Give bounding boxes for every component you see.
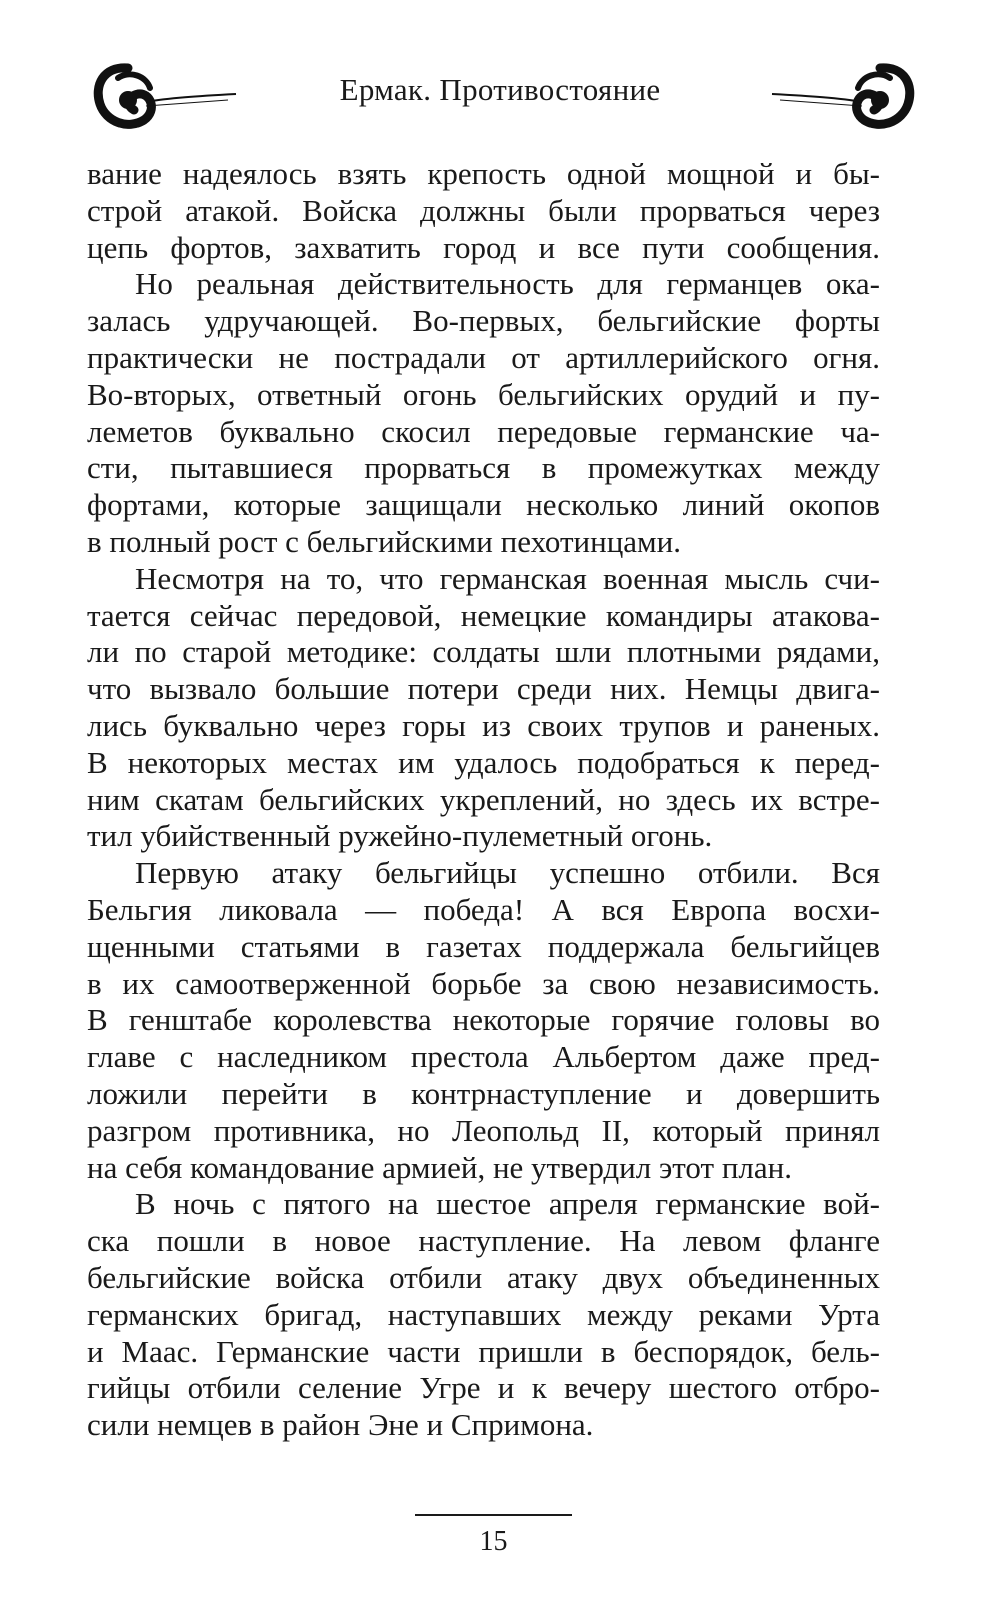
text-line: строй атакой. Войска должны были прорваться через [87,192,880,228]
text-line: главе с наследником престола Альбертом даже пред- [87,1039,880,1075]
text-line: В ночь с пятого на шестое апреля германские вой- [135,1186,880,1222]
text-line: залась удручающей. Во-первых, бельгийские форты [87,303,880,339]
right-ornament-icon [770,58,920,138]
text-line: фортами, которые защищали несколько линий окопов [87,487,880,523]
text-line: цепь фортов, захватить город и все пути сообщения. [87,229,880,265]
body-text [87,156,880,1444]
text-line: Но реальная действительность для германцев ока- [135,266,880,302]
text-line: на себя командование армией, не утвердил этот план. [87,1149,792,1185]
text-line: в полный рост с бельгийскими пехотинцами. [87,523,682,559]
text-line: ложили перейти в контрнаступление и довершить [87,1075,880,1111]
text-line: Бельгия ликовала — победа! А вся Европа восхи- [87,891,880,927]
text-line: германских бригад, наступавших между реками Урта [87,1296,880,1332]
text-line: щенными статьями в газетах поддержала бельгийцев [87,928,880,964]
page-number: 15 [479,1526,508,1557]
text-line: и Маас. Германские части пришли в беспорядок, бель- [87,1333,880,1369]
footer-rule [415,1514,572,1516]
text-line: практически не пострадали от артиллерийского огня. [87,339,880,375]
text-line: разгром противника, но Леопольд II, который принял [87,1112,880,1148]
text-line: вание надеялось взять крепость одной мощной и бы- [87,156,880,191]
text-line: ли по старой методике: солдаты шли плотными рядами, [87,634,880,670]
text-line: ска пошли в новое наступление. На левом фланге [87,1223,880,1259]
text-line: гийцы отбили селение Угре и к вечеру шестого отбро- [87,1370,880,1406]
header-title: Ермак. Противостояние [339,72,661,107]
text-line: ним скатам бельгийских укреплений, но здесь их встре- [87,781,880,817]
text-line: тается сейчас передовой, немецкие командиры атакова- [87,597,880,633]
text-line: тил убийственный ружейно-пулеметный огонь. [87,818,713,854]
text-line: лись буквально через горы из своих трупов и раненых. [87,707,880,743]
text-line: сили немцев в район Эне и Спримона. [87,1407,594,1443]
running-header [80,58,920,138]
text-line: что вызвало большие потери среди них. Немцы двига- [87,671,880,707]
text-line: сти, пытавшиеся прорваться в промежутках между [87,450,880,486]
text-line: леметов буквально скосил передовые германские ча- [87,413,880,449]
text-line: В генштабе королевства некоторые горячие головы во [87,1002,880,1038]
text-line: в их самоотверженной борьбе за свою независимость. [87,965,880,1001]
text-line: Первую атаку бельгийцы успешно отбили. Вся [135,855,880,891]
text-line: Несмотря на то, что германская военная мысль счи- [135,560,880,596]
text-line: бельгийские войска отбили атаку двух объединенных [87,1259,880,1295]
text-line: В некоторых местах им удалось подобраться к перед- [87,744,880,780]
text-line: Во-вторых, ответный огонь бельгийских орудий и пу- [87,376,880,412]
